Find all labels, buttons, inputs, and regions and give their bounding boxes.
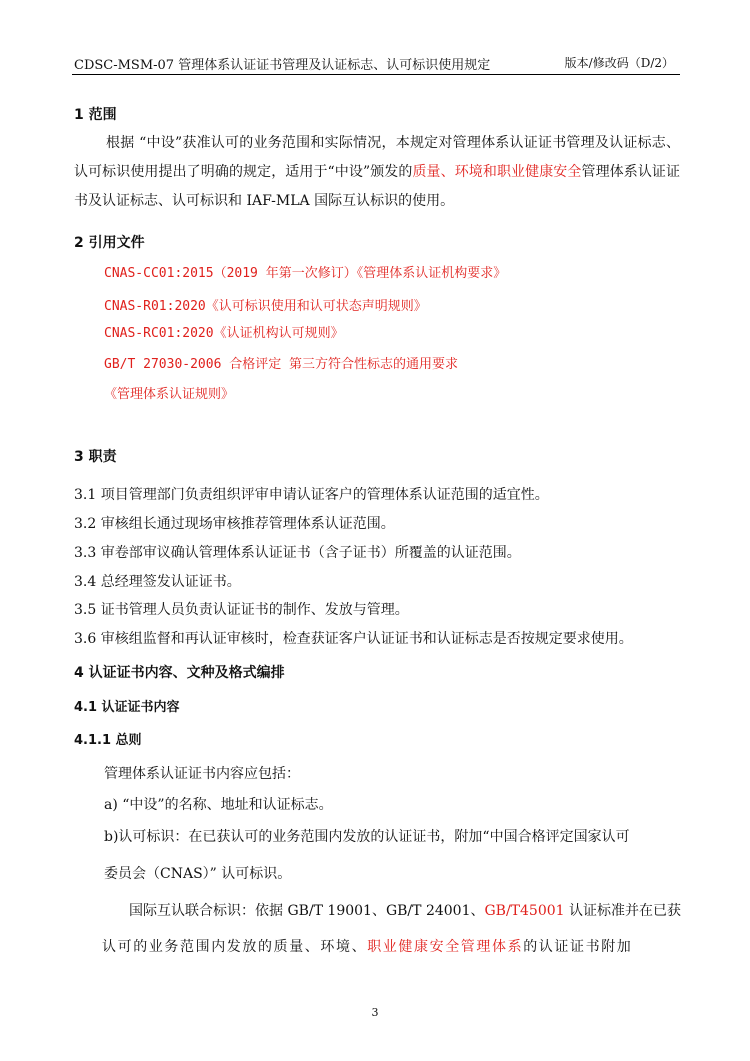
section-1-text-end: 管理体系认证证书及认证标志、认可标识和 IAF-MLA 国际互认标识的使用。 (74, 164, 680, 209)
content-item-b-line-1: b)认可标识：在已获认可的业务范围内发放的认证证书，附加“中国合格评定国家认可 (104, 829, 630, 845)
responsibility-item: 3.6 审核组监督和再认证审核时，检查获证客户认证证书和认证标志是否按规定要求使用。 (74, 631, 633, 647)
header-version: 版本/修改码（D/2） (564, 56, 674, 70)
content-item-b-line-2: 委员会（CNAS）” 认可标识。 (104, 866, 292, 882)
header-document-title: CDSC-MSM-07 管理体系认证证书管理及认证标志、认可标识使用规定 (74, 58, 491, 73)
reference-item: CNAS-CC01:2015（2019 年第一次修订）《管理体系认证机构要求》 (104, 266, 507, 281)
section-4-heading: 4 认证证书内容、文种及格式编排 (74, 665, 285, 681)
reference-item: 《管理体系认证规则》 (104, 387, 235, 402)
responsibility-item: 3.3 审卷部审议确认管理体系认证证书（含子证书）所覆盖的认证范围。 (74, 545, 521, 561)
responsibility-item: 3.5 证书管理人员负责认证证书的制作、发放与管理。 (74, 602, 409, 618)
page-number: 3 (371, 1006, 379, 1019)
responsibility-item: 3.4 总经理签发认证证书。 (74, 574, 241, 590)
section-1-text: 根据 “中设”获准认可的业务范围和实际情况，本规定对管理体系认证证书管理及认证标志、认可标识使用提出了明确的规定，适用于“中设”颁发的 (74, 135, 680, 180)
mutual-recognition-line-1 (129, 900, 681, 920)
mutual-recognition-line-2 (102, 936, 632, 956)
responsibility-item: 3.2 审核组长通过现场审核推荐管理体系认证范围。 (74, 516, 395, 532)
mutual-recognition-text: 国际互认联合标识：依据 GB/T 19001、GB/T 24001、 (129, 903, 485, 919)
reference-item: GB/T 27030-2006 合格评定 第三方符合性标志的通用要求 (104, 357, 459, 372)
mutual-recognition-text-end: 认证标准并在已获 (564, 903, 681, 919)
mutual-recognition-text-2-end: 的认证证书附加 (523, 939, 633, 955)
mutual-recognition-system: 职业健康安全管理体系 (367, 939, 524, 955)
page-header (74, 52, 678, 74)
section-3-heading: 3 职责 (74, 449, 117, 465)
reference-item: CNAS-R01:2020《认可标识使用和认可状态声明规则》 (104, 299, 427, 314)
section-1-heading: 1 范围 (74, 107, 117, 123)
reference-item: CNAS-RC01:2020《认证机构认可规则》 (104, 326, 344, 341)
subsection-4-1-heading: 4.1 认证证书内容 (74, 700, 180, 715)
subsection-4-1-1-heading: 4.1.1 总则 (74, 733, 142, 748)
section-2-heading: 2 引用文件 (74, 235, 145, 251)
section-1-paragraph (74, 129, 680, 216)
mutual-recognition-standard: GB/T45001 (484, 903, 565, 919)
responsibility-item: 3.1 项目管理部门负责组织评审申请认证客户的管理体系认证范围的适宜性。 (74, 487, 549, 503)
section-1-highlight: 质量、环境和职业健康安全 (412, 164, 582, 180)
header-rule (72, 74, 680, 75)
content-intro: 管理体系认证证书内容应包括： (104, 766, 300, 782)
mutual-recognition-text-2: 认可的业务范围内发放的质量、环境、 (102, 939, 368, 955)
content-item-a: a) “中设”的名称、地址和认证标志。 (104, 797, 333, 813)
